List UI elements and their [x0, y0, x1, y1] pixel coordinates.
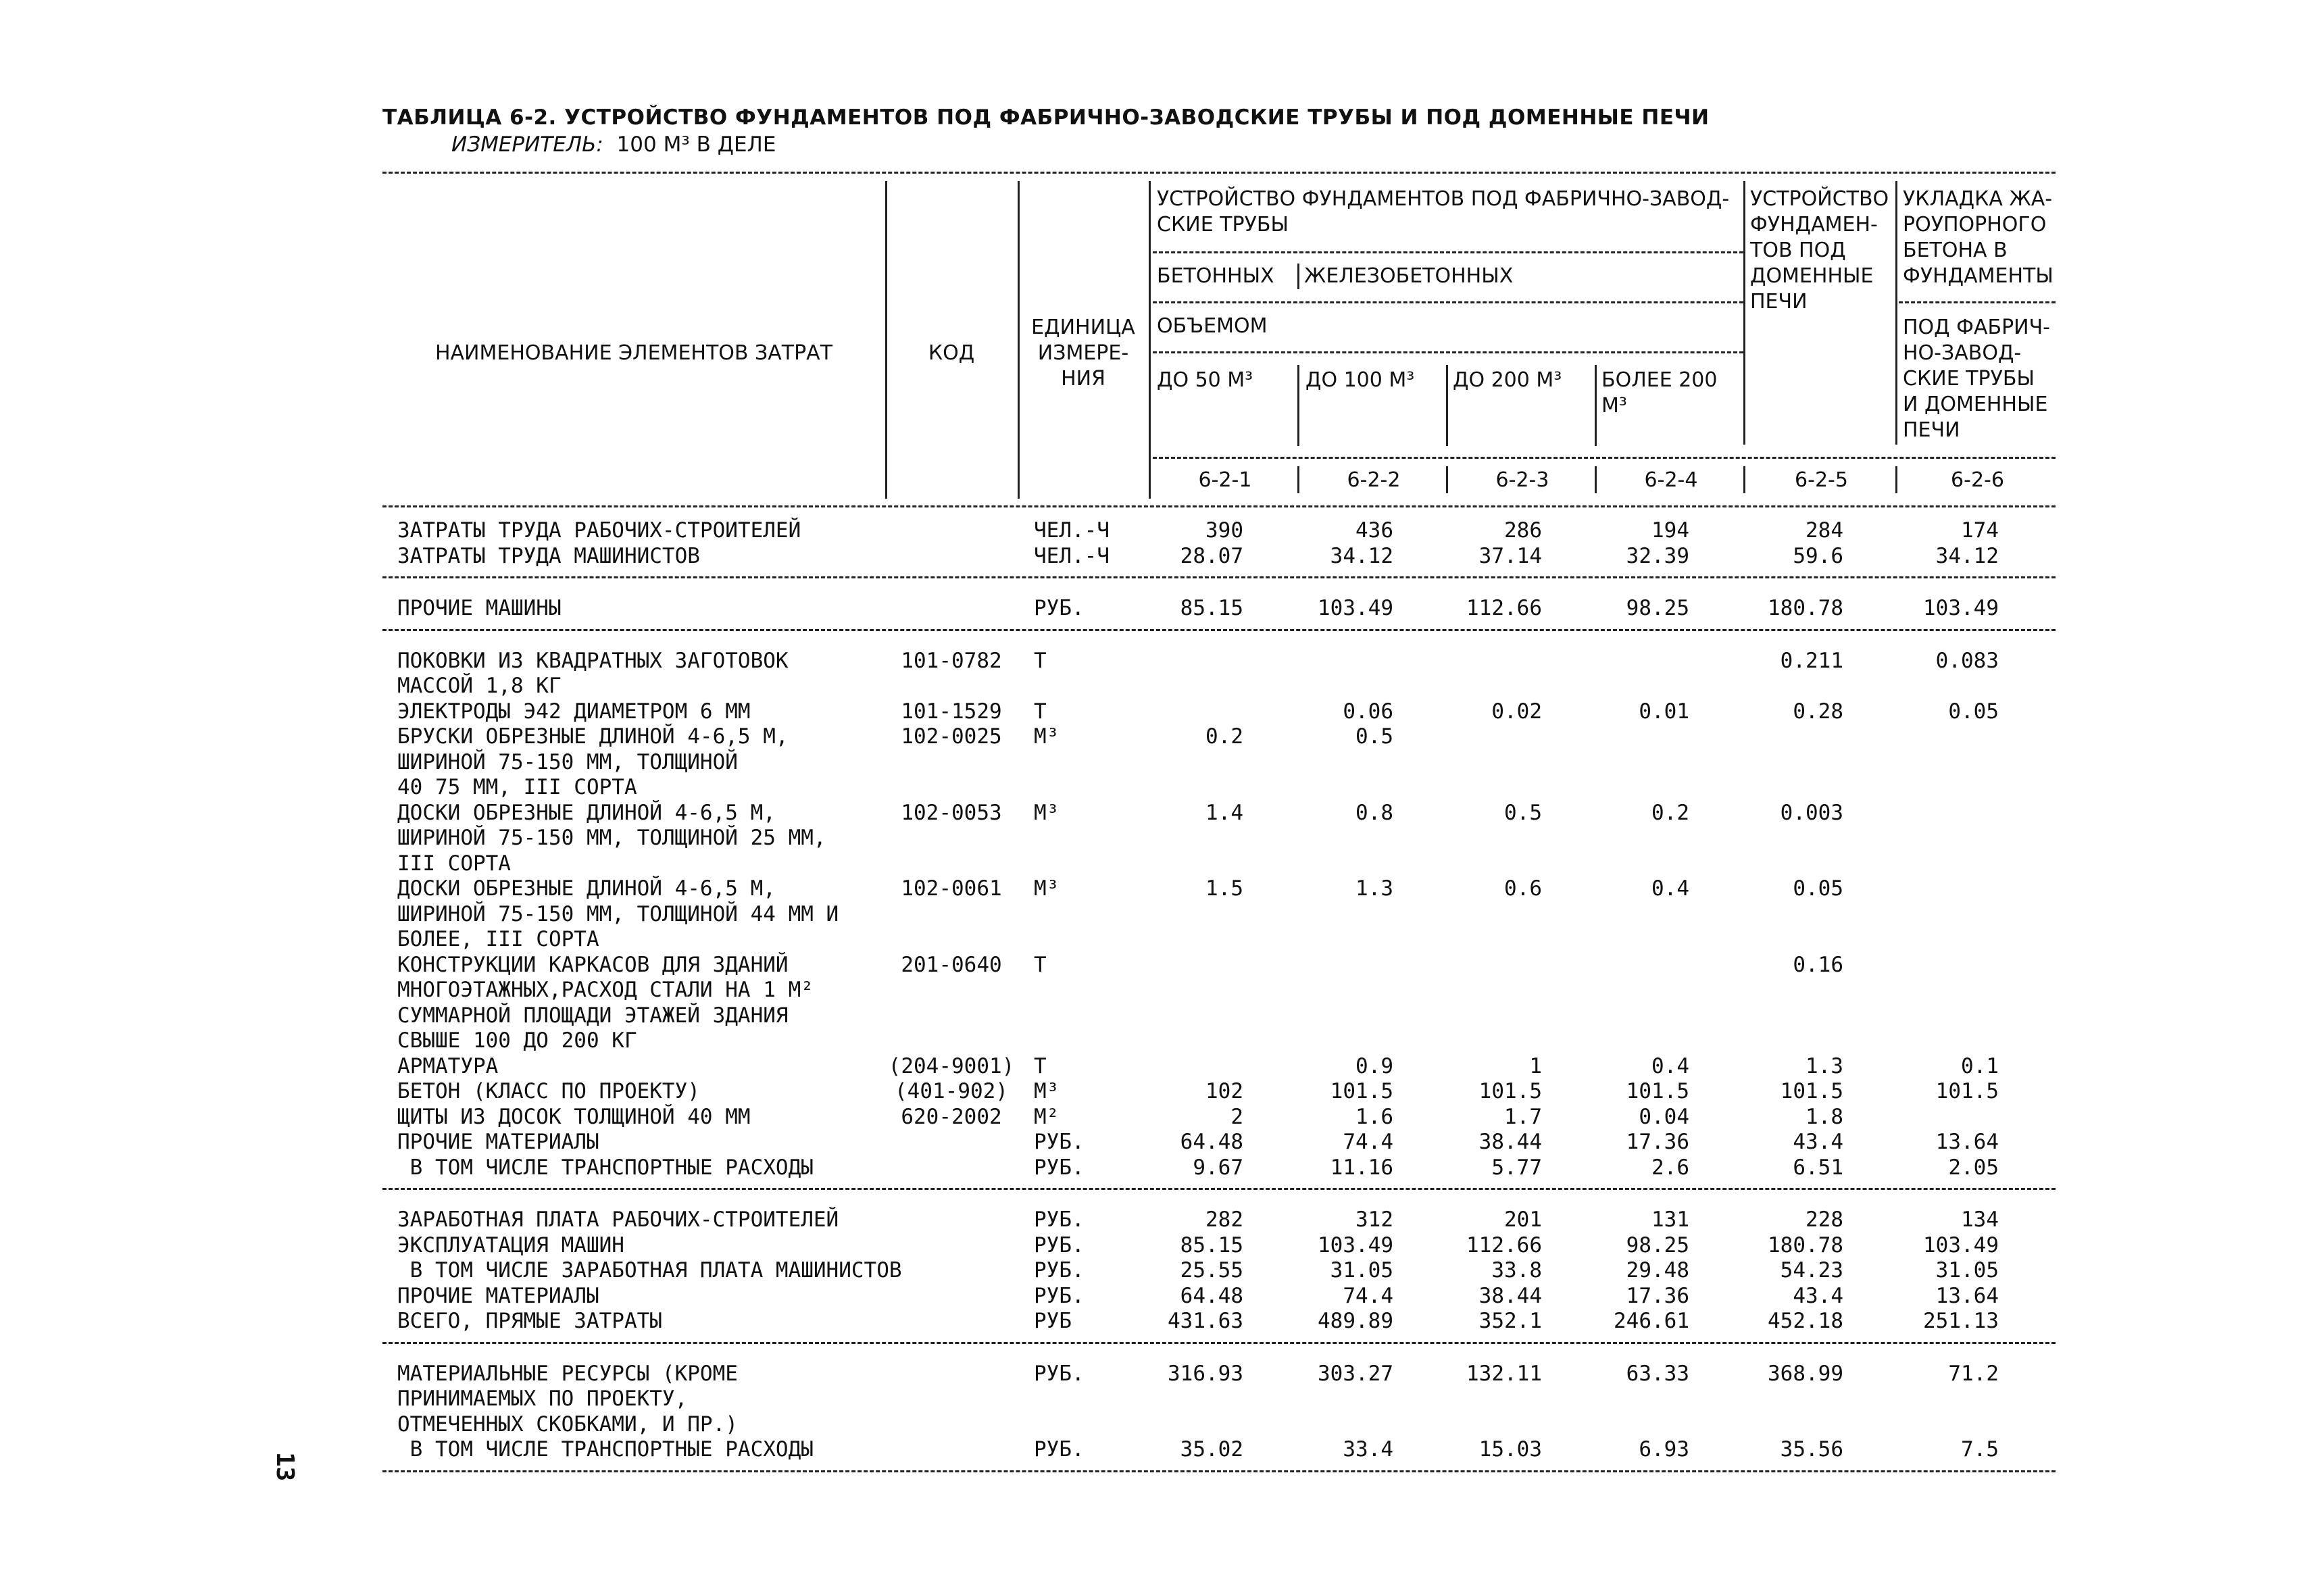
row-value: 180.78: [1768, 1232, 1843, 1257]
row-value: 452.18: [1768, 1309, 1843, 1333]
unit-column-header-3: НИЯ: [1061, 367, 1105, 391]
row-unit: РУБ.: [1034, 1437, 1085, 1462]
row-name: БОЛЕЕ, III СОРТА: [397, 927, 599, 951]
row-name: III СОРТА: [397, 851, 511, 876]
row-value: 174: [1961, 518, 1999, 543]
vol2-header: ДО 100 М³: [1305, 368, 1415, 392]
row-name: В ТОМ ЧИСЛЕ ТРАНСПОРТНЫЕ РАСХОДЫ: [397, 1155, 814, 1180]
row-value: 103.49: [1923, 596, 1999, 620]
row-value: 284: [1806, 518, 1843, 543]
row-unit: ЧЕЛ.-Ч: [1034, 518, 1110, 543]
row-name: ШИРИНОЙ 75-150 ММ, ТОЛЩИНОЙ 44 ММ И: [397, 901, 839, 926]
group-blast-2: ФУНДАМЕН-: [1750, 213, 1878, 236]
row-value: 43.4: [1793, 1130, 1843, 1154]
group-refractory-3: БЕТОНА В: [1903, 239, 2008, 262]
col-divider: [1595, 466, 1597, 493]
row-unit: М³: [1034, 876, 1060, 901]
name-column-header: НАИМЕНОВАНИЕ ЭЛЕМЕНТОВ ЗАТРАТ: [434, 341, 833, 365]
row-name: ПРОЧИЕ МАШИНЫ: [397, 596, 562, 620]
col-divider: [1446, 365, 1448, 446]
row-value: 246.61: [1614, 1309, 1689, 1333]
unit-column-header-2: ИЗМЕРЕ-: [1037, 341, 1129, 365]
row-value: 0.16: [1793, 952, 1843, 977]
header-top-rule: [382, 172, 2056, 174]
row-value: 431.63: [1168, 1309, 1243, 1333]
row-value: 0.01: [1639, 699, 1689, 724]
row-value: 9.67: [1193, 1155, 1243, 1180]
row-value: 312: [1355, 1207, 1393, 1232]
row-unit: РУБ.: [1034, 1207, 1085, 1232]
row-name: ШИРИНОЙ 75-150 ММ, ТОЛЩИНОЙ: [397, 749, 738, 774]
row-value: 0.4: [1651, 876, 1689, 901]
header-rule: [1153, 251, 1743, 253]
row-name: ШИРИНОЙ 75-150 ММ, ТОЛЩИНОЙ 25 ММ,: [397, 826, 826, 850]
measure-line: [451, 132, 776, 157]
header-rule: [1153, 301, 1743, 303]
row-value: 33.8: [1491, 1258, 1542, 1282]
header-rule: [1153, 457, 2056, 459]
row-code: 102-0053: [901, 800, 1002, 825]
row-unit: РУБ.: [1034, 1258, 1085, 1282]
row-value: 1.8: [1806, 1104, 1843, 1129]
code-6-2-1: 6-2-1: [1198, 468, 1252, 492]
row-value: 35.56: [1780, 1437, 1843, 1462]
row-name: ЭКСПЛУАТАЦИЯ МАШИН: [397, 1232, 624, 1257]
code-6-2-5: 6-2-5: [1795, 468, 1848, 492]
group-refractory-2: РОУПОРНОГО: [1903, 213, 2047, 236]
row-value: 85.15: [1180, 1232, 1243, 1257]
group-refractory-4: ФУНДАМЕНТЫ: [1903, 264, 2053, 288]
row-value: 25.55: [1180, 1258, 1243, 1282]
row-unit: М²: [1034, 1104, 1060, 1129]
col-divider: [1895, 181, 1897, 445]
row-value: 0.9: [1355, 1053, 1393, 1078]
row-value: 303.27: [1318, 1361, 1393, 1386]
row-value: 0.2: [1205, 724, 1243, 749]
row-unit: М³: [1034, 800, 1060, 825]
row-code: 102-0025: [901, 724, 1002, 749]
row-value: 38.44: [1478, 1283, 1542, 1308]
row-value: 282: [1205, 1207, 1243, 1232]
row-value: 286: [1504, 518, 1542, 543]
row-name: ЭЛЕКТРОДЫ Э42 ДИАМЕТРОМ 6 ММ: [397, 699, 751, 724]
row-value: 1.6: [1355, 1104, 1393, 1129]
row-value: 101.5: [1330, 1079, 1393, 1103]
row-value: 131: [1651, 1207, 1689, 1232]
refractory-sub-5: ПЕЧИ: [1903, 418, 1960, 442]
row-value: 1.5: [1205, 876, 1243, 901]
row-value: 1.7: [1504, 1104, 1542, 1129]
row-value: 59.6: [1793, 543, 1843, 568]
group-blast-5: ПЕЧИ: [1750, 290, 1808, 314]
section-rule: [382, 1188, 2056, 1190]
vol4-header-1: БОЛЕЕ 200: [1601, 368, 1718, 392]
row-value: 32.39: [1626, 543, 1689, 568]
row-unit: РУБ: [1034, 1309, 1072, 1333]
row-name: МНОГОЭТАЖНЫХ,РАСХОД СТАЛИ НА 1 М²: [397, 978, 814, 1002]
row-code: 101-0782: [901, 648, 1002, 673]
col-divider: [1149, 181, 1151, 499]
col-divider: [1297, 466, 1299, 493]
row-name: ОТМЕЧЕННЫХ СКОБКАМИ, И ПР.): [397, 1412, 738, 1437]
vol1-header: ДО 50 М³: [1157, 368, 1253, 392]
row-value: 352.1: [1478, 1309, 1542, 1333]
row-value: 74.4: [1343, 1283, 1393, 1308]
row-value: 1.3: [1806, 1053, 1843, 1078]
row-value: 64.48: [1180, 1130, 1243, 1154]
row-unit: РУБ.: [1034, 1283, 1085, 1308]
row-value: 103.49: [1318, 1232, 1393, 1257]
row-value: 34.12: [1330, 543, 1393, 568]
row-name: КОНСТРУКЦИИ КАРКАСОВ ДЛЯ ЗДАНИЙ: [397, 952, 789, 977]
col-divider: [1297, 365, 1299, 446]
row-value: 101.5: [1935, 1079, 1999, 1103]
row-value: 0.05: [1948, 699, 1999, 724]
row-value: 74.4: [1343, 1130, 1393, 1154]
unit-column-header-1: ЕДИНИЦА: [1031, 316, 1135, 339]
row-code: (401-902): [895, 1079, 1008, 1103]
row-code: 101-1529: [901, 699, 1002, 724]
row-value: 6.93: [1639, 1437, 1689, 1462]
row-value: 1.3: [1355, 876, 1393, 901]
row-value: 6.51: [1793, 1155, 1843, 1180]
row-code: (204-9001): [888, 1053, 1015, 1078]
row-value: 436: [1355, 518, 1393, 543]
col-divider: [1743, 466, 1745, 493]
code-6-2-2: 6-2-2: [1347, 468, 1401, 492]
row-name: ЗАРАБОТНАЯ ПЛАТА РАБОЧИХ-СТРОИТЕЛЕЙ: [397, 1207, 839, 1232]
section-rule: [382, 629, 2056, 631]
row-value: 134: [1961, 1207, 1999, 1232]
group-chimneys-1: УСТРОЙСТВО ФУНДАМЕНТОВ ПОД ФАБРИЧНО-ЗАВОД-: [1157, 187, 1730, 211]
row-value: 28.07: [1180, 543, 1243, 568]
row-unit: Т: [1034, 648, 1047, 673]
row-value: 194: [1651, 518, 1689, 543]
row-value: 228: [1806, 1207, 1843, 1232]
row-value: 63.33: [1626, 1361, 1689, 1386]
row-value: 0.6: [1504, 876, 1542, 901]
row-value: 0.28: [1793, 699, 1843, 724]
row-value: 5.77: [1491, 1155, 1542, 1180]
col-divider: [1446, 466, 1448, 493]
row-value: 101.5: [1780, 1079, 1843, 1103]
row-name: АРМАТУРА: [397, 1053, 499, 1078]
row-name: ПРИНИМАЕМЫХ ПО ПРОЕКТУ,: [397, 1387, 688, 1411]
table-title: ТАБЛИЦА 6-2. УСТРОЙСТВО ФУНДАМЕНТОВ ПОД ФАБРИЧНО-ЗАВОДСКИЕ ТРУБЫ И ПОД ДОМЕННЫЕ ПЕЧИ: [382, 105, 1710, 130]
row-value: 101.5: [1478, 1079, 1542, 1103]
section-rule: [382, 1342, 2056, 1344]
row-value: 1.4: [1205, 800, 1243, 825]
row-value: 2: [1230, 1104, 1243, 1129]
code-6-2-4: 6-2-4: [1644, 468, 1698, 492]
row-unit: РУБ.: [1034, 1232, 1085, 1257]
refractory-sub-1: ПОД ФАБРИЧ-: [1903, 316, 2050, 339]
row-value: 64.48: [1180, 1283, 1243, 1308]
section-rule: [382, 576, 2056, 578]
row-value: 0.04: [1639, 1104, 1689, 1129]
row-name: В ТОМ ЧИСЛЕ ЗАРАБОТНАЯ ПЛАТА МАШИНИСТОВ: [397, 1258, 902, 1282]
row-unit: РУБ.: [1034, 1130, 1085, 1154]
row-name: 40 75 ММ, III СОРТА: [397, 775, 637, 799]
row-value: 34.12: [1935, 543, 1999, 568]
col-divider: [1895, 466, 1897, 493]
row-value: 13.64: [1935, 1283, 1999, 1308]
col-divider: [1743, 181, 1745, 445]
row-value: 1: [1529, 1053, 1542, 1078]
row-value: 98.25: [1626, 596, 1689, 620]
row-value: 316.93: [1168, 1361, 1243, 1386]
row-value: 103.49: [1318, 596, 1393, 620]
measure-value: 100 М³ В ДЕЛЕ: [616, 132, 776, 157]
row-unit: Т: [1034, 1053, 1047, 1078]
col-divider: [885, 181, 887, 499]
row-value: 251.13: [1923, 1309, 1999, 1333]
row-value: 112.66: [1466, 1232, 1542, 1257]
row-name: БРУСКИ ОБРЕЗНЫЕ ДЛИНОЙ 4-6,5 М,: [397, 724, 789, 749]
row-unit: РУБ.: [1034, 1361, 1085, 1386]
row-value: 368.99: [1768, 1361, 1843, 1386]
row-value: 13.64: [1935, 1130, 1999, 1154]
group-blast-1: УСТРОЙСТВО: [1750, 187, 1889, 211]
header-rule: [1153, 351, 1743, 353]
row-unit: Т: [1034, 952, 1047, 977]
row-value: 31.05: [1935, 1258, 1999, 1282]
concrete-header: БЕТОННЫХ: [1157, 264, 1274, 288]
code-column-header: КОД: [928, 341, 975, 365]
row-unit: М³: [1034, 1079, 1060, 1103]
row-name: ЗАТРАТЫ ТРУДА РАБОЧИХ-СТРОИТЕЛЕЙ: [397, 518, 801, 543]
row-value: 101.5: [1626, 1079, 1689, 1103]
row-value: 0.2: [1651, 800, 1689, 825]
reinforced-header: ЖЕЛЕЗОБЕТОННЫХ: [1304, 264, 1514, 288]
row-unit: ЧЕЛ.-Ч: [1034, 543, 1110, 568]
row-value: 71.2: [1948, 1361, 1999, 1386]
row-code: 620-2002: [901, 1104, 1002, 1129]
group-refractory-1: УКЛАДКА ЖА-: [1903, 187, 2053, 211]
row-name: ПРОЧИЕ МАТЕРИАЛЫ: [397, 1283, 599, 1308]
row-value: 37.14: [1478, 543, 1542, 568]
row-value: 103.49: [1923, 1232, 1999, 1257]
row-value: 0.4: [1651, 1053, 1689, 1078]
row-value: 0.5: [1355, 724, 1393, 749]
row-name: ПОКОВКИ ИЗ КВАДРАТНЫХ ЗАГОТОВОК: [397, 648, 789, 673]
row-value: 0.5: [1504, 800, 1542, 825]
row-value: 33.4: [1343, 1437, 1393, 1462]
row-value: 29.48: [1626, 1258, 1689, 1282]
row-value: 0.083: [1935, 648, 1999, 673]
row-value: 390: [1205, 518, 1243, 543]
row-name: ЗАТРАТЫ ТРУДА МАШИНИСТОВ: [397, 543, 700, 568]
row-value: 35.02: [1180, 1437, 1243, 1462]
row-name: ЩИТЫ ИЗ ДОСОК ТОЛЩИНОЙ 40 ММ: [397, 1104, 751, 1129]
code-6-2-3: 6-2-3: [1495, 468, 1549, 492]
row-value: 0.211: [1780, 648, 1843, 673]
row-value: 0.1: [1961, 1053, 1999, 1078]
row-value: 17.36: [1626, 1283, 1689, 1308]
row-name: БЕТОН (КЛАСС ПО ПРОЕКТУ): [397, 1079, 700, 1103]
refractory-sub-4: И ДОМЕННЫЕ: [1903, 393, 2048, 416]
row-name: ПРОЧИЕ МАТЕРИАЛЫ: [397, 1130, 599, 1154]
row-name: СУММАРНОЙ ПЛОЩАДИ ЭТАЖЕЙ ЗДАНИЯ: [397, 1003, 789, 1028]
group-chimneys-2: СКИЕ ТРУБЫ: [1157, 213, 1289, 236]
header-rule: [1899, 301, 2056, 303]
row-value: 17.36: [1626, 1130, 1689, 1154]
row-name: ДОСКИ ОБРЕЗНЫЕ ДЛИНОЙ 4-6,5 М,: [397, 800, 776, 825]
row-code: 201-0640: [901, 952, 1002, 977]
row-value: 11.16: [1330, 1155, 1393, 1180]
row-value: 489.89: [1318, 1309, 1393, 1333]
row-value: 85.15: [1180, 596, 1243, 620]
row-value: 0.06: [1343, 699, 1393, 724]
row-value: 0.8: [1355, 800, 1393, 825]
row-value: 102: [1205, 1079, 1243, 1103]
page-number: 13: [271, 1451, 299, 1482]
row-unit: РУБ.: [1034, 596, 1085, 620]
row-value: 0.02: [1491, 699, 1542, 724]
row-value: 112.66: [1466, 596, 1542, 620]
refractory-sub-2: НО-ЗАВОД-: [1903, 341, 2022, 365]
group-blast-4: ДОМЕННЫЕ: [1750, 264, 1874, 288]
code-6-2-6: 6-2-6: [1951, 468, 2004, 492]
measure-label: ИЗМЕРИТЕЛЬ:: [451, 132, 603, 157]
row-code: 102-0061: [901, 876, 1002, 901]
row-name: ДОСКИ ОБРЕЗНЫЕ ДЛИНОЙ 4-6,5 М,: [397, 876, 776, 901]
refractory-sub-3: СКИЕ ТРУБЫ: [1903, 367, 2035, 391]
row-unit: Т: [1034, 699, 1047, 724]
col-divider: [1297, 264, 1299, 289]
row-value: 15.03: [1478, 1437, 1542, 1462]
row-value: 2.05: [1948, 1155, 1999, 1180]
row-value: 43.4: [1793, 1283, 1843, 1308]
row-value: 31.05: [1330, 1258, 1393, 1282]
col-divider: [1595, 365, 1597, 446]
row-value: 201: [1504, 1207, 1542, 1232]
row-name: В ТОМ ЧИСЛЕ ТРАНСПОРТНЫЕ РАСХОДЫ: [397, 1437, 814, 1462]
row-value: 7.5: [1961, 1437, 1999, 1462]
vol4-header-2: М³: [1601, 394, 1627, 418]
volume-header: ОБЪЕМОМ: [1157, 314, 1268, 338]
row-name: СВЫШЕ 100 ДО 200 КГ: [397, 1028, 637, 1053]
row-unit: РУБ.: [1034, 1155, 1085, 1180]
row-value: 0.05: [1793, 876, 1843, 901]
row-value: 132.11: [1466, 1361, 1542, 1386]
row-unit: М³: [1034, 724, 1060, 749]
row-value: 180.78: [1768, 596, 1843, 620]
header-bottom-rule: [382, 505, 2056, 507]
row-value: 98.25: [1626, 1232, 1689, 1257]
row-value: 2.6: [1651, 1155, 1689, 1180]
group-blast-3: ТОВ ПОД: [1750, 239, 1846, 262]
row-name: ВСЕГО, ПРЯМЫЕ ЗАТРАТЫ: [397, 1309, 662, 1333]
row-name: МАССОЙ 1,8 КГ: [397, 674, 562, 698]
row-name: МАТЕРИАЛЬНЫЕ РЕСУРСЫ (КРОМЕ: [397, 1361, 738, 1386]
vol3-header: ДО 200 М³: [1453, 368, 1562, 392]
row-value: 0.003: [1780, 800, 1843, 825]
row-value: 54.23: [1780, 1258, 1843, 1282]
row-value: 38.44: [1478, 1130, 1542, 1154]
section-rule: [382, 1470, 2056, 1472]
